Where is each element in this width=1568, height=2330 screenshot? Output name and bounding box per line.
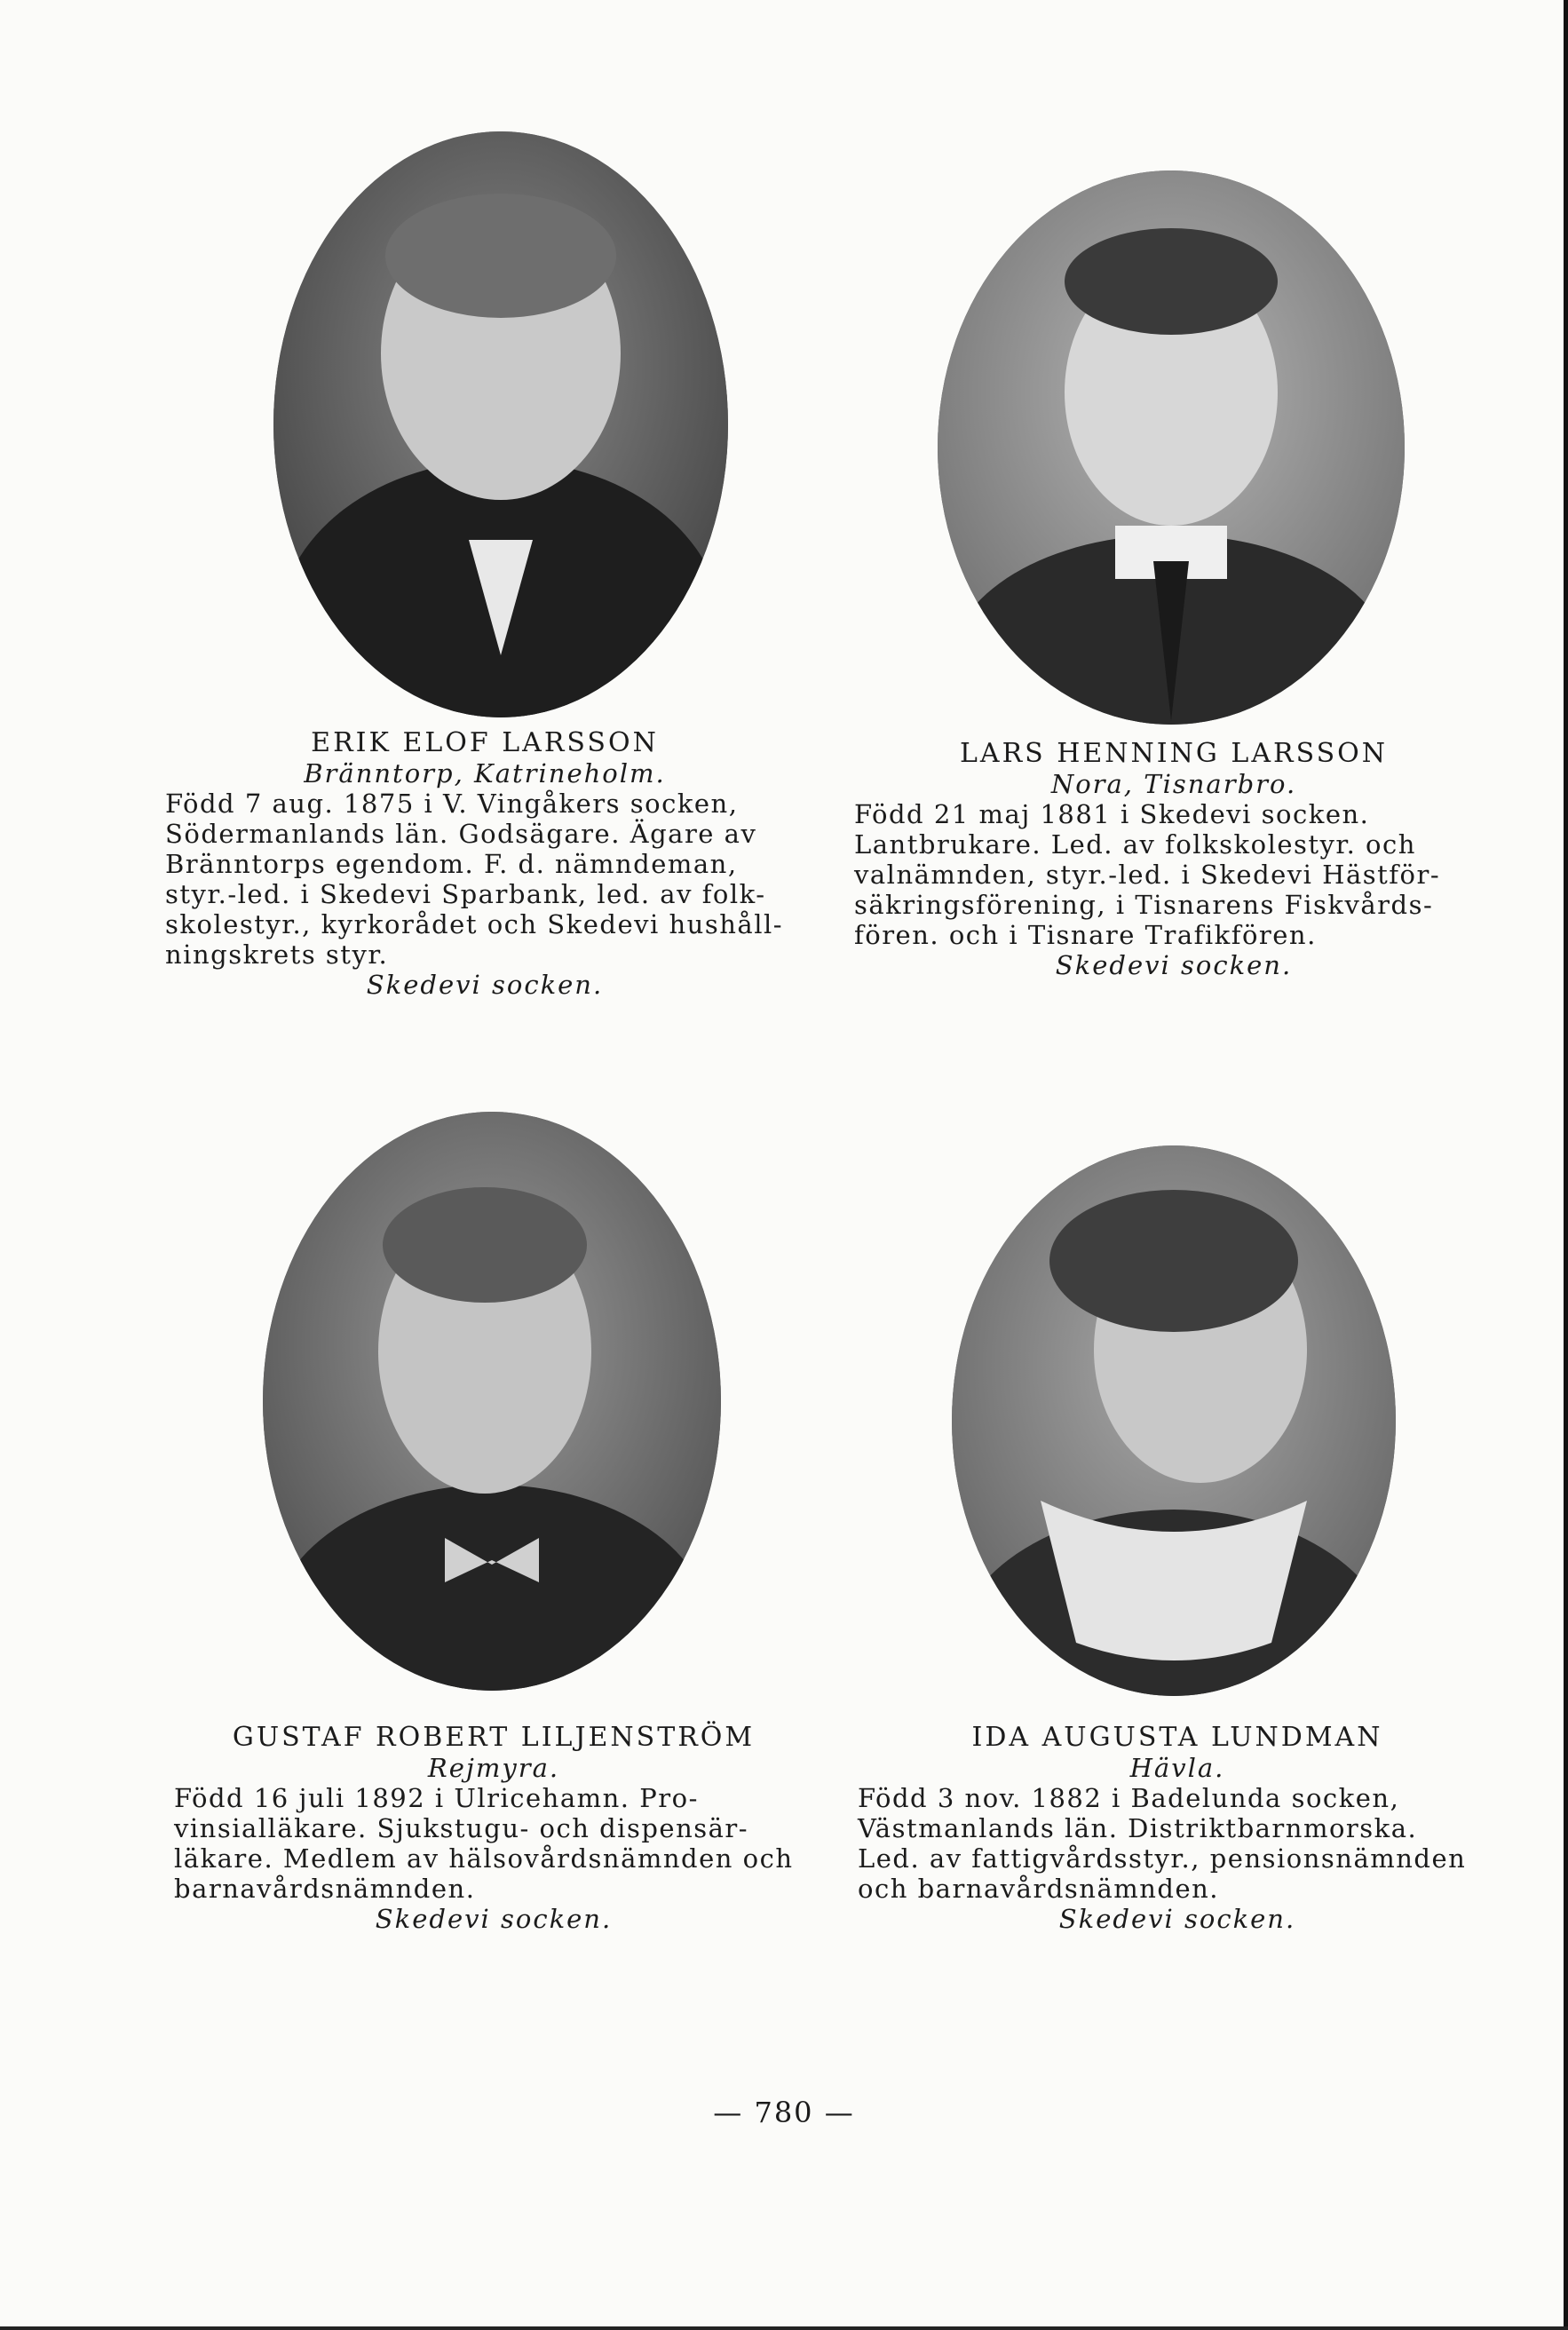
biography-text: [165, 789, 804, 970]
parish: Skedevi socken.: [1058, 1904, 1296, 1934]
bio-line: fören. och i Tisnare Trafikfören.: [854, 920, 1317, 950]
scan-edge-bottom: [0, 2326, 1568, 2330]
bio-line: Västmanlands län. Distriktbarnmorska.: [858, 1813, 1418, 1843]
bio-lars-henning-larsson: [854, 739, 1493, 980]
bio-line: Född 7 aug. 1875 i V. Vingåkers socken,: [165, 789, 739, 819]
page-number: — 780 —: [713, 2096, 855, 2129]
portrait-photo-gustaf-robert-liljenstrom: [263, 1112, 721, 1691]
parish: Skedevi socken.: [366, 970, 604, 1000]
person-name: IDA AUGUSTA LUNDMAN: [971, 1722, 1383, 1753]
bio-line: säkringsförening, i Tisnarens Fiskvårds-: [854, 890, 1434, 920]
bio-ida-augusta-lundman: [858, 1723, 1497, 1934]
residence: Hävla.: [1129, 1753, 1225, 1783]
bio-line: ningskrets styr.: [165, 939, 389, 970]
bio-line: Född 16 juli 1892 i Ulricehamn. Pro-: [174, 1783, 699, 1813]
bio-line: barnavårdsnämnden.: [174, 1874, 476, 1904]
bio-line: Född 3 nov. 1882 i Badelunda socken,: [858, 1783, 1400, 1813]
portrait-photo-lars-henning-larsson: [938, 170, 1405, 725]
bio-line: valnämnden, styr.-led. i Skedevi Hästför-: [854, 860, 1441, 890]
bio-line: skolestyr., kyrkorådet och Skedevi hushåll-: [165, 909, 784, 939]
bio-erik-elof-larsson: [165, 728, 804, 1000]
parish: Skedevi socken.: [375, 1904, 613, 1934]
portrait-photo-erik-elof-larsson: [273, 131, 728, 717]
bio-line: Led. av fattigvårdsstyr., pensionsnämnden: [858, 1843, 1467, 1874]
bio-line: och barnavårdsnämnden.: [858, 1874, 1220, 1904]
biography-text: [174, 1783, 813, 1904]
bio-line: vinsialläkare. Sjukstugu- och dispensär-: [174, 1813, 749, 1843]
person-name: LARS HENNING LARSSON: [959, 738, 1389, 769]
biography-text: [858, 1783, 1497, 1904]
bio-line: Född 21 maj 1881 i Skedevi socken.: [854, 799, 1370, 829]
person-name: GUSTAF ROBERT LILJENSTRÖM: [232, 1722, 756, 1753]
bio-line: Bränntorps egendom. F. d. nämndeman,: [165, 849, 738, 879]
person-name: ERIK ELOF LARSSON: [311, 727, 659, 758]
residence: Bränntorp, Katrineholm.: [304, 758, 666, 789]
bio-gustaf-robert-liljenstrom: [174, 1723, 813, 1934]
residence: Rejmyra.: [427, 1753, 560, 1783]
residence: Nora, Tisnarbro.: [1050, 769, 1297, 799]
bio-line: läkare. Medlem av hälsovårdsnämnden och: [174, 1843, 794, 1874]
bio-line: Södermanlands län. Godsägare. Ägare av: [165, 819, 757, 849]
bio-line: styr.-led. i Skedevi Sparbank, led. av folk-: [165, 879, 766, 909]
scan-edge-right: [1564, 0, 1568, 2330]
parish: Skedevi socken.: [1055, 950, 1293, 980]
portrait-photo-ida-augusta-lundman: [952, 1145, 1396, 1696]
biography-text: [854, 799, 1493, 950]
bio-line: Lantbrukare. Led. av folkskolestyr. och: [854, 829, 1416, 860]
